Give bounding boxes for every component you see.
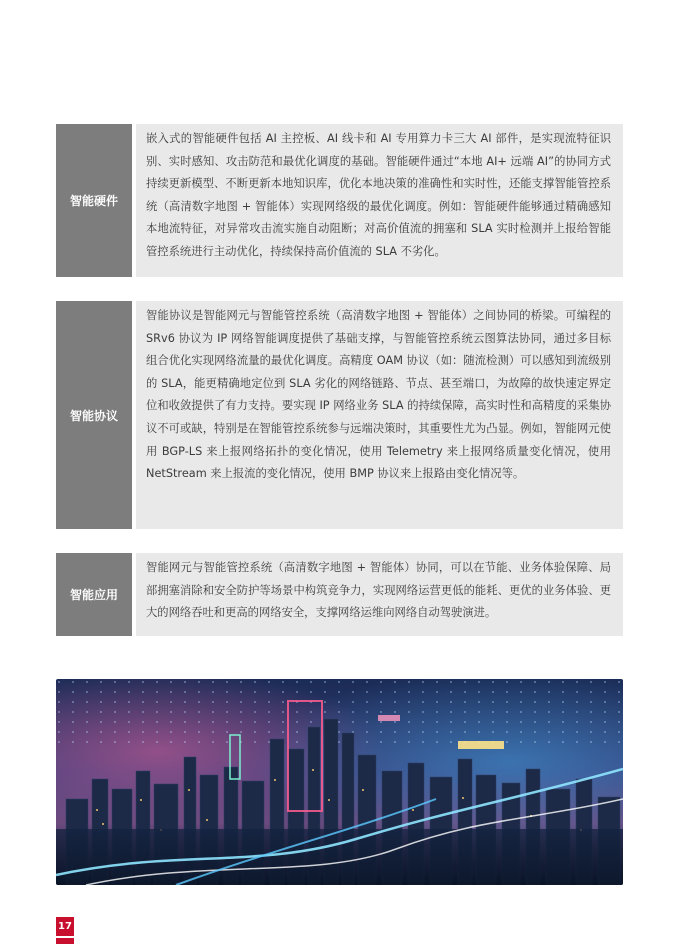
page-accent-bar	[56, 938, 74, 944]
section-text: 智能网元与智能管控系统（高清数字地图 + 智能体）协同，可以在节能、业务体验保障、局部拥塞消除和安全防护等场景中构筑竞争力，实现网络运营更低的能耗、更优的业务体验、更大的网络吞吐和更高的网络安全，支撑网络运维向网络自动驾驶演进。	[146, 561, 611, 620]
section-smart-application	[56, 553, 623, 636]
section-text: 智能协议是智能网元与智能管控系统（高清数字地图 + 智能体）之间协同的桥梁。可编程的 SRv6 协议为 IP 网络智能调度提供了基础支撑，与智能管控系统云图算法协同，通过多目标组合优化实现网络流量的最优化调度。高精度 OAM 协议（如：随流检测）可以感知到流级别的 SLA，能更精确地定位到 SLA 劣化的网络链路、节点、甚至端口，为故障的故快速定界定位和收敛提供了有力支持。要实现 IP 网络业务 SLA 的持续保障，高实时性和高精度的采集协议不可或缺，特别是在智能管控系统参与远端决策时，其重要性尤为凸显。例如，智能网元使用 BGP-LS 来上报网络拓扑的变化情况，使用 Telemetry 来上报网络质量变化情况，使用 NetStream 来上报流的变化情况，使用 BMP 协议来上报路由变化情况等。	[146, 309, 611, 481]
section-text: 嵌入式的智能硬件包括 AI 主控板、AI 线卡和 AI 专用算力卡三大 AI 部件，是实现流特征识别、实时感知、攻击防范和最优化调度的基础。智能硬件通过“本地 AI+ 远端 AI”的协同方式持续更新模型、不断更新本地知识库，优化本地决策的准确性和实时性，还能支撑智能管控系统（高清数字地图 + 智能体）实现网络级的最优化调度。例如：智能硬件能够通过精确感知本地流特征，对异常攻击流实施自动阻断；对高价值流的拥塞和 SLA 实时检测并上报给智能管控系统进行主动优化，持续保持高价值流的 SLA 不劣化。	[146, 132, 611, 258]
section-label: 智能应用	[56, 553, 132, 636]
page-number: 17	[56, 917, 74, 936]
section-smart-protocol	[56, 301, 623, 529]
section-smart-hardware	[56, 124, 623, 277]
city-network-illustration	[56, 679, 623, 885]
section-label: 智能协议	[56, 301, 132, 529]
section-label: 智能硬件	[56, 124, 132, 277]
